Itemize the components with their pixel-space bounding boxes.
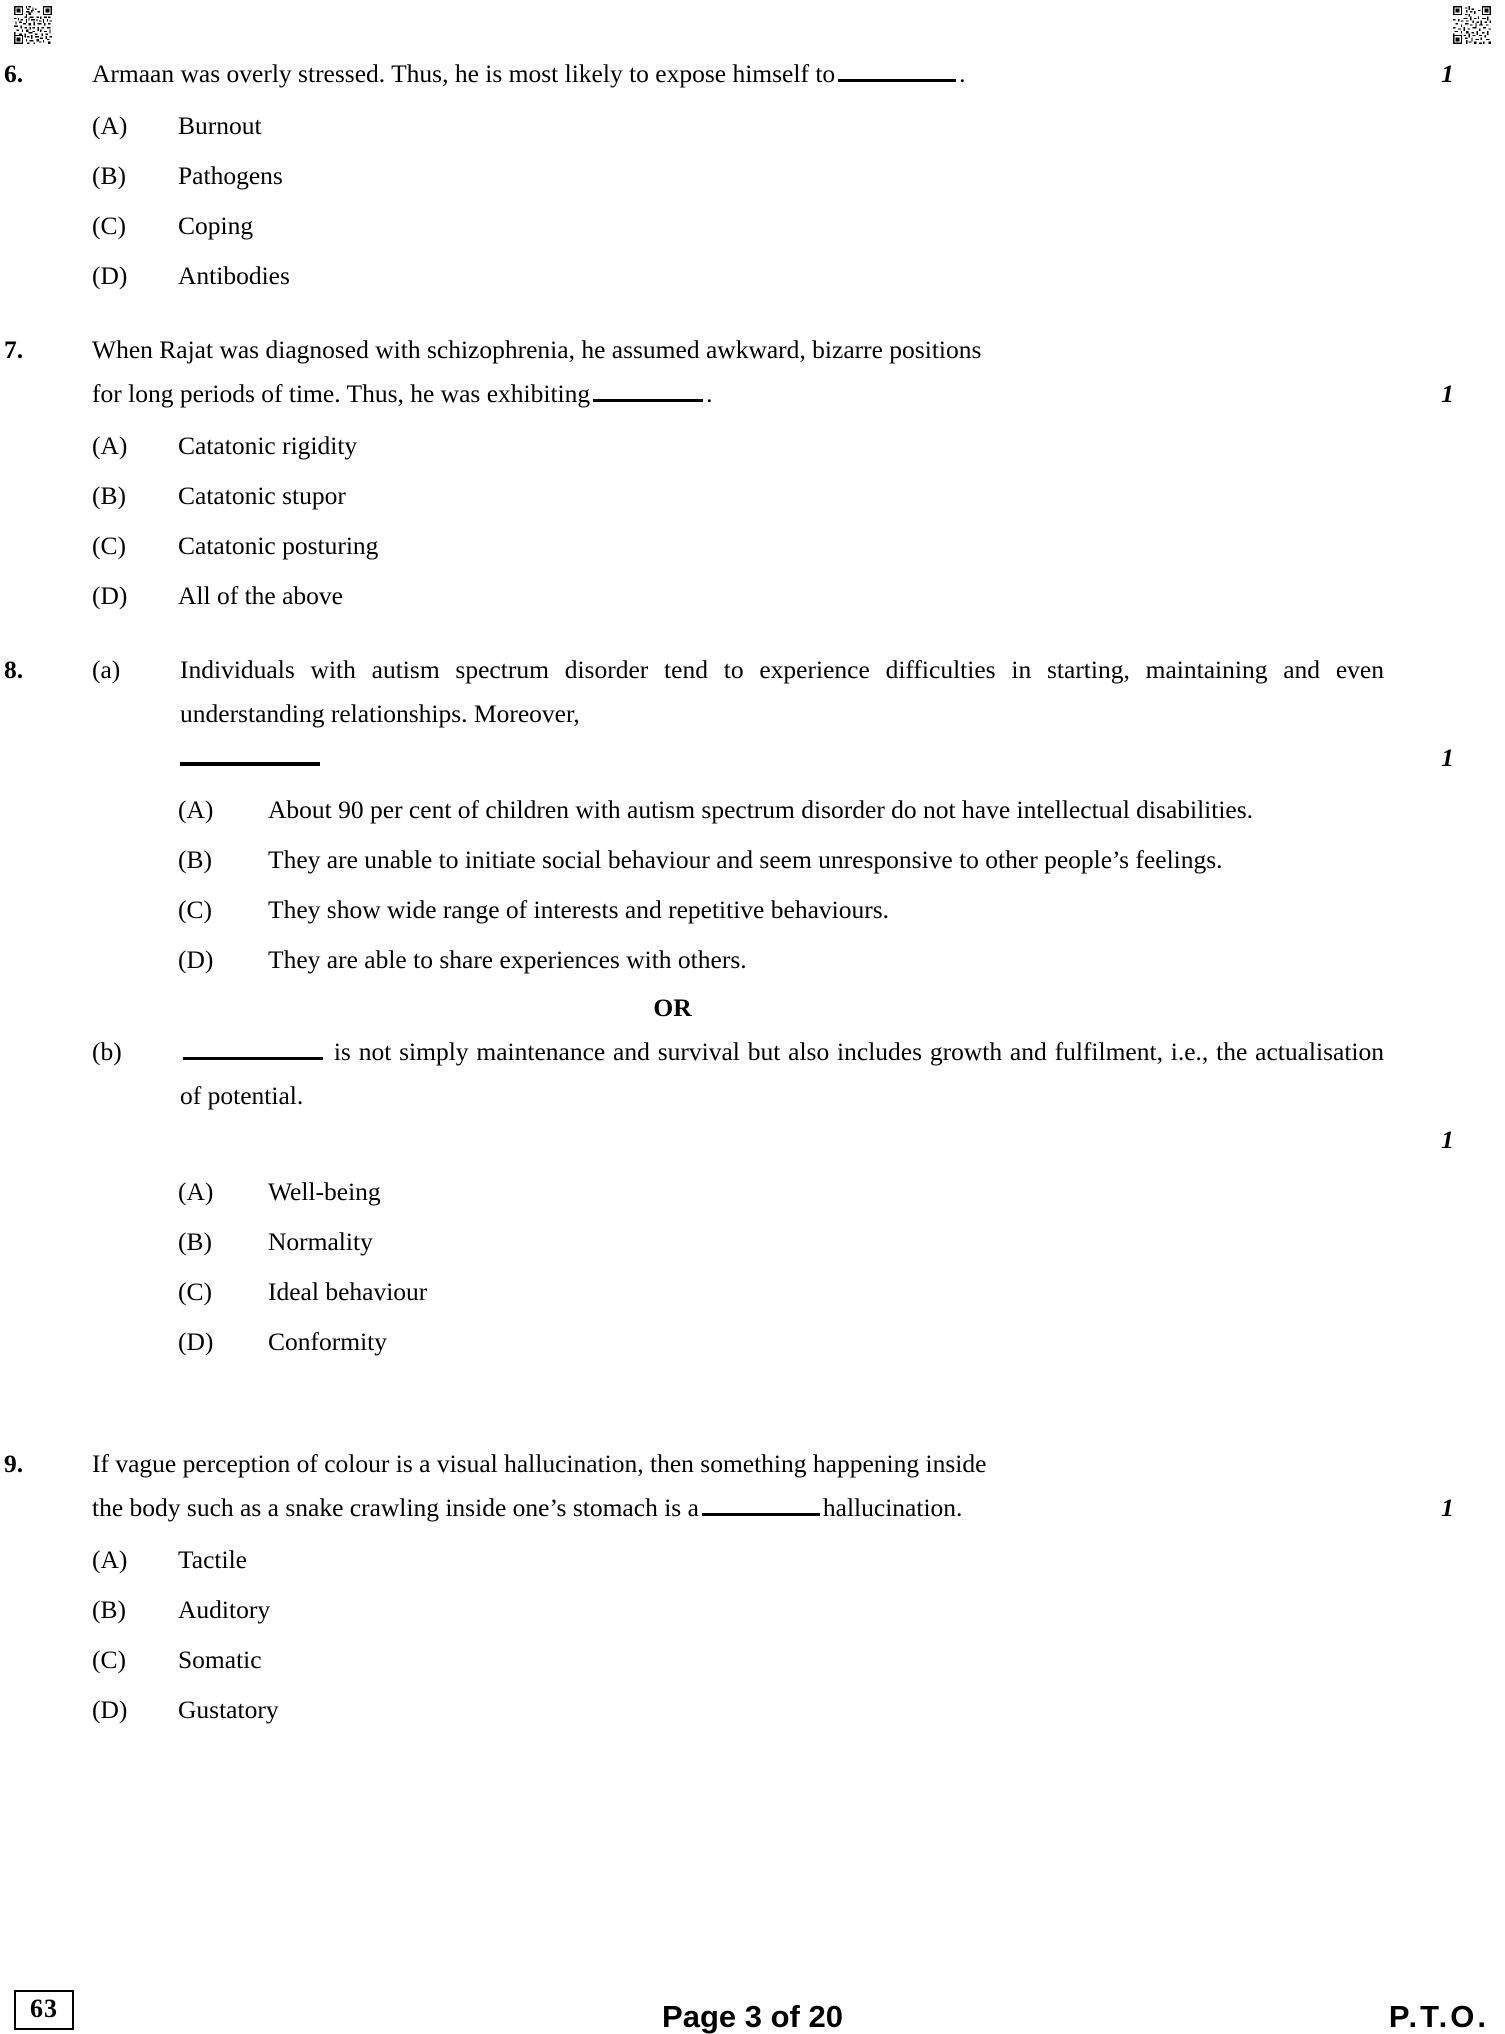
option-label: They are able to share experiences with others.: [268, 945, 747, 974]
option-key: (B): [92, 161, 126, 190]
spacer: [0, 1118, 1390, 1162]
question-8-or-separator: OR: [653, 993, 692, 1022]
question-7-stem-line2: [92, 372, 1390, 416]
option-key: (A): [92, 1545, 128, 1574]
option-key: (B): [92, 481, 126, 510]
question-8b-label: (b): [92, 1037, 122, 1066]
question-9-option-a[interactable]: [0, 1540, 1505, 1580]
option-label: Catatonic posturing: [178, 531, 379, 560]
question-6-stem-tail: .: [959, 59, 966, 88]
option-key: (B): [178, 845, 212, 874]
question-9-option-d[interactable]: [0, 1690, 1505, 1730]
question-6-option-b[interactable]: [0, 156, 1505, 196]
spacer-num: [0, 1486, 92, 1530]
question-9-number: 9.: [4, 1449, 24, 1478]
question-8b-option-d[interactable]: [0, 1322, 1505, 1362]
qr-code-icon-left: [14, 6, 52, 44]
question-6-option-a[interactable]: [0, 106, 1505, 146]
question-8b-option-a[interactable]: [0, 1172, 1505, 1212]
option-key: (C): [92, 531, 126, 560]
questions-container: [0, 52, 1505, 1730]
option-key: (B): [178, 1227, 212, 1256]
spacer-marks: [1390, 1030, 1505, 1074]
question-6-option-c[interactable]: [0, 206, 1505, 246]
question-8: [0, 648, 1505, 736]
option-label: Catatonic stupor: [178, 481, 346, 510]
option-key: (D): [92, 1695, 128, 1724]
spacer-sub: [92, 736, 180, 780]
question-7-option-b[interactable]: [0, 476, 1505, 516]
question-7-stem-tail: .: [706, 379, 713, 408]
question-7-option-d[interactable]: [0, 576, 1505, 616]
option-key: (B): [92, 1595, 126, 1624]
question-8-number: 8.: [4, 655, 24, 684]
question-8b-marks: 1: [1441, 1125, 1454, 1154]
option-key: (A): [178, 1177, 214, 1206]
spacer: [0, 616, 1505, 648]
spacer-marks: [1390, 328, 1505, 372]
question-7-stem-text2: for long periods of time. Thus, he was exhibiting: [92, 379, 591, 408]
option-key: (C): [178, 1277, 212, 1306]
fill-in-blank: [838, 79, 956, 82]
spacer-marks: [1390, 1442, 1505, 1486]
question-8b-marks-row: [0, 1118, 1505, 1162]
spacer-num: [0, 372, 92, 416]
question-6: [0, 52, 1505, 96]
spacer-num: [0, 1030, 92, 1074]
question-8b-stem: [180, 1030, 1390, 1118]
question-7-option-a[interactable]: [0, 426, 1505, 466]
option-key: (A): [178, 795, 214, 824]
page-footer: [0, 1960, 1505, 2034]
paper-code-box: 63: [14, 1990, 74, 2030]
question-7: [0, 328, 1505, 372]
option-label: They show wide range of interests and repetitive behaviours.: [268, 895, 890, 924]
option-label: Gustatory: [178, 1695, 279, 1724]
option-label: Coping: [178, 211, 254, 240]
spacer: [0, 1362, 1505, 1442]
question-8b: [0, 1030, 1505, 1118]
question-8a-answer-blank: [180, 736, 1390, 780]
option-label: Normality: [268, 1227, 373, 1256]
option-label: About 90 per cent of children with autism spectrum disorder do not have intellectual disabilities.: [268, 795, 1254, 824]
option-label: Tactile: [178, 1545, 248, 1574]
option-label: Somatic: [178, 1645, 262, 1674]
fill-in-blank: [180, 762, 320, 766]
question-8a-stem: Individuals with autism spectrum disorder tend to experience difficulties in starting, maintaining and even understanding relationships. Moreover,: [180, 655, 1384, 728]
option-key: (A): [92, 111, 128, 140]
option-key: (C): [92, 211, 126, 240]
option-label: Pathogens: [178, 161, 283, 190]
fill-in-blank: [593, 399, 703, 402]
question-8b-option-c[interactable]: [0, 1272, 1505, 1312]
qr-code-icon-right: [1453, 6, 1491, 44]
question-9-stem-line2: [92, 1486, 1390, 1530]
option-key: (C): [92, 1645, 126, 1674]
option-label: All of the above: [178, 581, 343, 610]
question-8a-option-a[interactable]: [0, 790, 1505, 830]
question-9-option-b[interactable]: [0, 1590, 1505, 1630]
question-8a-marks: 1: [1441, 743, 1454, 772]
option-key: (D): [178, 945, 214, 974]
question-8a-option-b[interactable]: [0, 840, 1505, 880]
question-7-stem-line1: When Rajat was diagnosed with schizophrenia, he assumed awkward, bizarre positions: [92, 335, 982, 364]
option-key: (D): [178, 1327, 214, 1356]
question-6-marks: 1: [1441, 59, 1454, 88]
fill-in-blank: [183, 1057, 323, 1060]
question-8a-option-c[interactable]: [0, 890, 1505, 930]
question-8b-stem-text: is not simply maintenance and survival but also includes growth and fulfilment, i.e., the actualisation of potential.: [180, 1037, 1385, 1110]
question-9-stem-tail: hallucination.: [822, 1493, 963, 1522]
question-9-option-c[interactable]: [0, 1640, 1505, 1680]
question-9: [0, 1442, 1505, 1486]
question-6-number: 6.: [4, 59, 24, 88]
question-9-stem-line1: If vague perception of colour is a visual hallucination, then something happening inside: [92, 1449, 987, 1478]
option-label: Catatonic rigidity: [178, 431, 358, 460]
question-9-stem-text2: the body such as a snake crawling inside one’s stomach is a: [92, 1493, 699, 1522]
option-label: Antibodies: [178, 261, 290, 290]
option-label: Ideal behaviour: [268, 1277, 428, 1306]
question-6-option-d[interactable]: [0, 256, 1505, 296]
option-key: (C): [178, 895, 212, 924]
question-8b-option-b[interactable]: [0, 1222, 1505, 1262]
option-label: Conformity: [268, 1327, 387, 1356]
option-label: Burnout: [178, 111, 262, 140]
page-number: Page 3 of 20: [662, 1999, 843, 2034]
spacer-num: [0, 736, 92, 780]
question-7-option-c[interactable]: [0, 526, 1505, 566]
question-8a-option-d[interactable]: [0, 940, 1505, 980]
spacer-marks: [1390, 648, 1505, 692]
option-label: They are unable to initiate social behaviour and seem unresponsive to other people’s feelings.: [268, 845, 1223, 874]
question-7-line2-row: [0, 372, 1505, 416]
option-key: (D): [92, 581, 128, 610]
question-8a-blank-row: [0, 736, 1505, 780]
option-label: Well-being: [268, 1177, 381, 1206]
question-8a-label: (a): [92, 655, 121, 684]
option-key: (A): [92, 431, 128, 460]
question-7-number: 7.: [4, 335, 24, 364]
option-label: Auditory: [178, 1595, 271, 1624]
turn-over-label: P.T.O.: [1388, 1999, 1489, 2034]
question-6-stem-text: Armaan was overly stressed. Thus, he is most likely to expose himself to: [92, 59, 836, 88]
question-7-marks: 1: [1441, 379, 1454, 408]
question-6-stem: [92, 52, 1390, 96]
question-9-marks: 1: [1441, 1493, 1454, 1522]
fill-in-blank: [702, 1513, 820, 1516]
spacer: [0, 296, 1505, 328]
option-key: (D): [92, 261, 128, 290]
question-9-line2-row: [0, 1486, 1505, 1530]
